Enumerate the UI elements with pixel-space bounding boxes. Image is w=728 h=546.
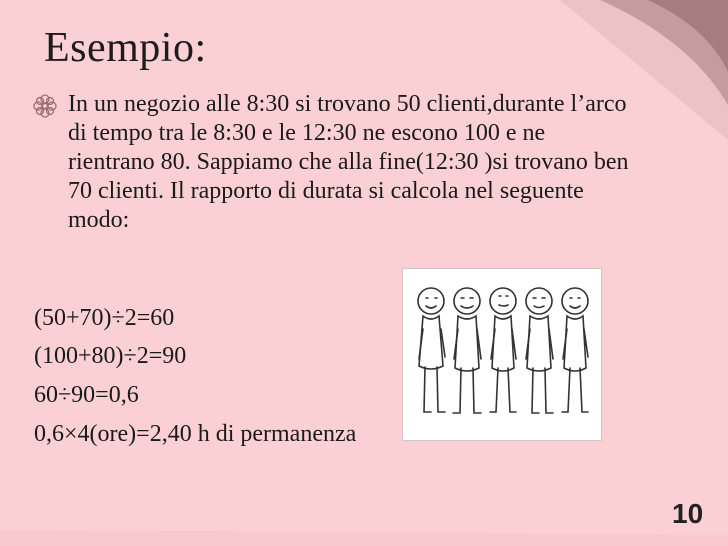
slide-number: 10 [672, 498, 704, 529]
bullet-text: In un negozio alle 8:30 si trovano 50 clienti,durante l’arco di tempo tra le 8:30 e le 12:30 ne escono 100 e ne rientrano 80. Sappiamo che alla fine(12:30 )si trovano ben 70 clienti. Il rapporto di durata si calcola nel seguente modo: [68, 91, 629, 233]
bullet-paragraph [32, 90, 632, 235]
calc-line-4: 0,6×4(ore)=2,40 h di permanenza [34, 421, 357, 447]
calc-line-2: (100+80)÷2=90 [34, 343, 187, 369]
slide-title: Esempio: [44, 25, 207, 71]
calc-line-3: 60÷90=0,6 [34, 382, 139, 408]
five-people-icon [403, 269, 601, 440]
flower-bullet-icon [32, 93, 58, 119]
people-illustration [402, 268, 602, 441]
calc-line-1: (50+70)÷2=60 [34, 305, 175, 331]
